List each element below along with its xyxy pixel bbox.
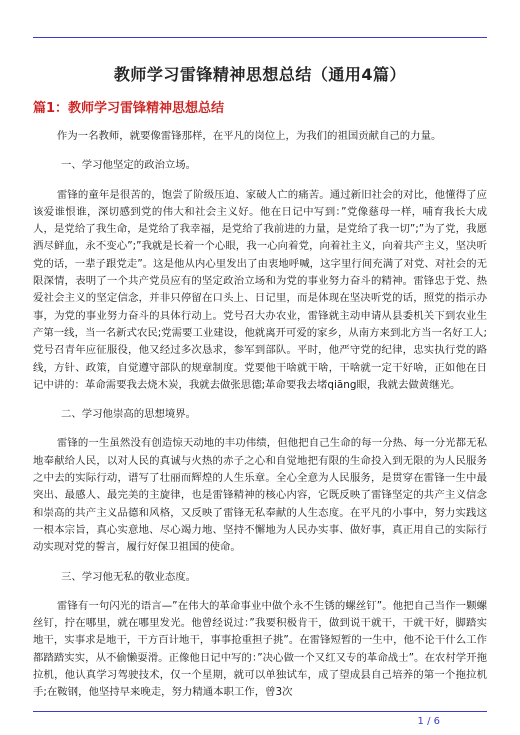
header-rule bbox=[33, 37, 487, 38]
paragraph-dedication: 雷锋有一句闪光的语言—”在伟大的革命事业中做个永不生锈的螺丝钉”。他把自己当作一颗螺丝钉，拧在哪里，就在哪里发光。他曾经说过：”我要积极肯干，做到说干就干，干就干好，脚踏实地干，实事求是地干，干方百计地干，事事抢重担子挑”。在雷锋短暂的一生中，他不论干什么工作都踏踏实实，从不偷懒耍滑。正像他日记中写的：”决心做一个又红又专的革命战士”。在农村学开拖拉机，他认真学习驾驶技术，仅一个星期，就可以单独试车，成了望成县自己培养的第一个拖拉机手;在鞍钢，他坚持早来晚走，努力精通本职工作，曾3次 bbox=[33, 599, 487, 699]
paragraph-ideology: 雷锋的一生虽然没有创造惊天动地的丰功伟绩，但他把自己生命的每一分热、每一分光都无私地奉献给人民，以对人民的真诚与火热的赤子之心和自觉地把有限的生命投入到无限的为人民服务之中去的实际行动，谱写了壮丽而辉煌的人生乐章。全心全意为人民服务，是贯穿在雷锋一生中最突出、最感人、最完美的主旋律，也是雷锋精神的核心内容，它既反映了雷锋坚定的共产主义信念和崇高的共产主义品德和风格，又反映了雷锋无私奉献的人生态度。在平凡的小事中，努力实践这一根本宗旨，真心实意地、尽心竭力地、坚持不懈地为人民办实事、做好事，真正用自己的实际行动实现对党的誓言，履行好保卫祖国的使命。 bbox=[33, 437, 487, 554]
document-title: 教师学习雷锋精神思想总结（通用4篇） bbox=[113, 65, 407, 84]
point-heading-3: 三、学习他无私的敬业态度。 bbox=[61, 570, 197, 583]
document-body bbox=[33, 62, 487, 714]
point-heading-2: 二、学习他崇高的思想境界。 bbox=[61, 408, 197, 421]
footer-rule bbox=[33, 711, 487, 712]
section-heading: 篇1：教师学习雷锋精神思想总结 bbox=[33, 101, 225, 116]
page-number: 1 / 6 bbox=[417, 716, 440, 727]
point-heading-1: 一、学习他坚定的政治立场。 bbox=[61, 159, 197, 172]
paragraph-intro: 作为一名教师，就要像雷锋那样，在平凡的岗位上，为我们的祖国贡献自己的力量。 bbox=[56, 130, 442, 142]
paragraph-political-stance: 雷锋的童年是很苦的，饱尝了阶级压迫、家破人亡的痛苦。通过新旧社会的对比，他懂得了应该爱谁恨谁，深切感到党的伟大和社会主义好。他在日记中写到：”党像慈母一样，哺育我长大成人，是党给了我生命，是党给了我幸福，是党给了我前进的力量，是党给了我一切”;”为了党，我愿洒尽鲜血，永不变心”;”我就是长着一个心眼，我一心向着党，向着社主义，向着共产主义，坚决听党的话，一辈子跟党走”。这是他从内心里发出了由衷地呼喊，这字里行间充满了对党、对社会的无限深情，表明了一个共产党员应有的坚定政治立场和为党的事业努力奋斗的精神。雷锋忠于党、热爱社会主义的坚定信念，并非只停留在口头上、日记里，而是体现在坚决听党的话，照党的指示办事，为党的事业努力奋斗的具体行动上。党号召大办农业，雷锋就主动申请从县委机关下到农业生产第一线，当一名新式农民;党需要工业建设，他就离开可爱的家乡，从南方来到北方当一名好工人;党号召青年应征服役，他又经过多次恳求，参军到部队。平时，他严守党的纪律，忠实执行党的路线，方针、政策，自觉遵守部队的规章制度。党要他干啥就干啥，干啥就一定干好啥，正如他在日记中讲的：革命需要我去烧木炭，我就去做张思德;革命要我去堵qiāng眼，我就去做黄继光。 bbox=[33, 188, 487, 391]
